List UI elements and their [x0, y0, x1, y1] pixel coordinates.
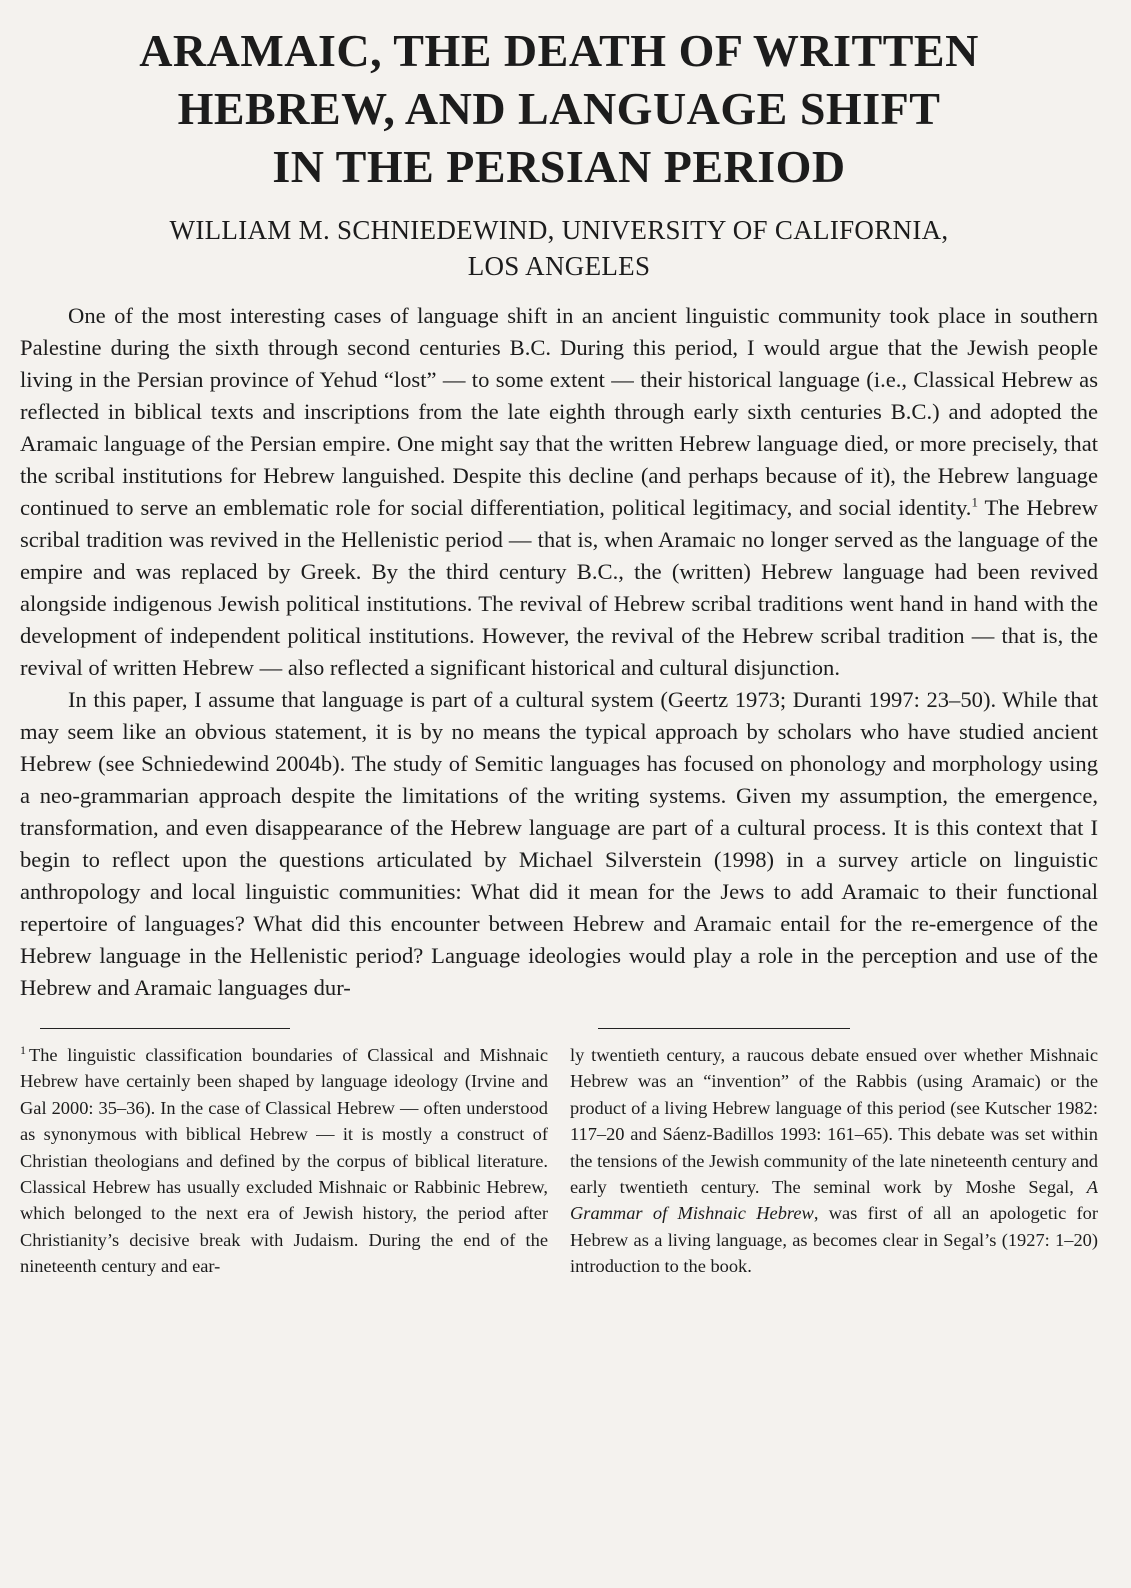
author-byline	[20, 212, 1098, 284]
book-title: A Grammar of Mishnaic Hebrew	[570, 1177, 1098, 1224]
page	[20, 22, 1098, 1280]
footnote-column-left	[20, 1042, 548, 1280]
paragraph-1: One of the most interesting cases of language shift in an ancient linguistic community took place in southern Palestine during the sixth through second centuries B.C. During this period, I would argue that the Jewish people living in the Persian province of Yehud “lost” — to some extent — their historical language (i.e., Classical Hebrew as reflected in biblical texts and inscriptions from the late eighth through early sixth centuries B.C.) and adopted the Aramaic language of the Persian empire. One might say that the written Hebrew language died, or more precisely, that the scribal institutions for Hebrew languished. Despite this decline (and perhaps because of it), the Hebrew language continued to serve an emblematic role for social differentiation, political legitimacy, and social identity.$^1$ The Hebrew scribal tradition was revived in the Hellenistic period — that is, when Aramaic no longer served as the language of the empire and was replaced by Greek. By the third century B.C., the (written) Hebrew language had been revived alongside indigenous Jewish political institutions. The revival of Hebrew scribal traditions went hand in hand with the development of independent political institutions. However, the revival of the Hebrew scribal tradition — that is, the revival of written Hebrew — also reflected a significant historical and cultural disjunction.	[20, 303, 1099, 680]
author-line-2: LOS ANGELES	[467, 251, 651, 281]
title-line-3: IN THE PERSIAN PERIOD	[272, 141, 846, 192]
title-line-1: ARAMAIC, THE DEATH OF WRITTEN	[139, 25, 979, 76]
footnote-1: $^1$ The linguistic classification boundaries of Classical and Mishnaic Hebrew have certainly been shaped by language ideology (Irvine and Gal 2000: 35–36). In the case of Classical Hebrew — often understood as synonymous with biblical Hebrew — it is mostly a construct of Christian theologians and defined by the corpus of biblical literature. Classical Hebrew has usually excluded Mishnaic or Rabbinic Hebrew, which belonged to the next era of Jewish history, the period after Christianity’s decisive break with Judaism. During the end of the nineteenth century and ear-	[20, 1042, 548, 1277]
article-body	[20, 300, 1098, 1004]
footnote-column-right	[570, 1042, 1098, 1280]
footnote-1-continued: ly twentieth century, a raucous debate ensued over whether Mishnaic Hebrew was an “invention” of the Rabbis (using Aramaic) or the product of a living Hebrew language of this period (see Kutscher 1982: 117–20 and Sáenz-Badillos 1993: 161–65). This debate was set within the tensions of the Jewish community of the late nineteenth century and early twentieth century. The seminal work by Moshe Segal, A Grammar of Mishnaic Hebrew, was first of all an apologetic for Hebrew as a living language, as becomes clear in Segal’s (1927: 1–20) introduction to the book.	[570, 1045, 1098, 1277]
paragraph-2: In this paper, I assume that language is part of a cultural system (Geertz 1973; Duranti 1997: 23–50). While that may seem like an obvious statement, it is by no means the typical approach by scholars who have studied ancient Hebrew (see Schniedewind 2004b). The study of Semitic languages has focused on phonology and morphology using a neo-grammarian approach despite the limitations of the writing systems. Given my assumption, the emergence, transformation, and even disappearance of the Hebrew language are part of a cultural process. It is this context that I begin to reflect upon the questions articulated by Michael Silverstein (1998) in a survey article on linguistic anthropology and local linguistic communities: What did it mean for the Jews to add Aramaic to their functional repertoire of languages? What did this encounter between Hebrew and Aramaic entail for the re-emergence of the Hebrew language in the Hellenistic period? Language ideologies would play a role in the perception and use of the Hebrew and Aramaic languages dur-	[20, 687, 1098, 1000]
footnote-rule-left	[40, 1028, 290, 1029]
footnote-separator	[20, 1018, 1098, 1042]
title-line-2: HEBREW, AND LANGUAGE SHIFT	[177, 83, 941, 134]
footnote-ref[interactable]: 1	[971, 494, 978, 510]
article-title	[20, 22, 1098, 196]
footnote-rule-right	[598, 1028, 850, 1029]
author-line-1: WILLIAM M. SCHNIEDEWIND, UNIVERSITY OF CALIFORNIA,	[169, 215, 949, 245]
footnote-number: 1	[20, 1042, 26, 1057]
footnotes	[20, 1042, 1098, 1280]
